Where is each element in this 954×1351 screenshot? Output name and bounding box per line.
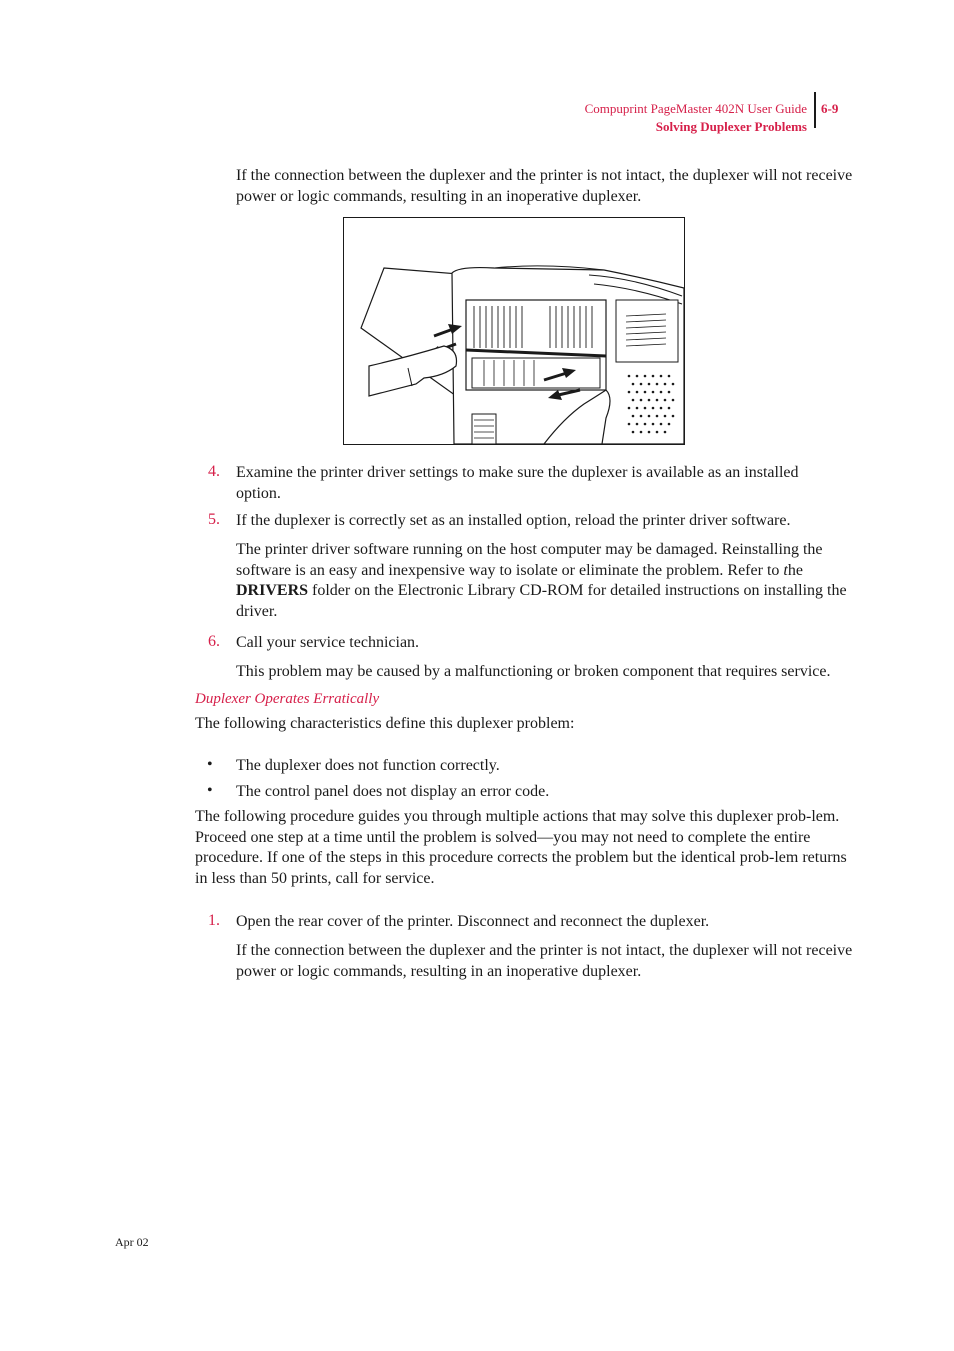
bullet-marker: • <box>207 782 213 799</box>
step-number: 6. <box>208 633 220 650</box>
step-text: Call your service technician. <box>236 634 420 651</box>
subsection-heading: Duplexer Operates Erratically <box>195 691 380 707</box>
step6-note: This problem may be caused by a malfunctioning or broken component that requires service. <box>236 663 831 680</box>
drivers-folder-name: DRIVERS <box>236 582 309 599</box>
note-text: The printer driver software running on the host computer may be damaged. Reinstalling the software is an easy and inexpensive way to isolate or eliminate the problem. Refer to <box>236 541 823 579</box>
procedure-paragraph: The following procedure guides you through multiple actions that may solve this duplexer prob-lem. Proceed one step at a time until the problem is solved—you may not need to complete the entire procedure. If one of the steps in this procedure corrects the problem but the identical prob-lem returns in less than 50 prints, call for service. <box>195 808 847 887</box>
step5-note <box>236 540 868 622</box>
intro-paragraph: If the connection between the duplexer and the printer is not intact, the duplexer will not receive power or logic commands, resulting in an inoperative duplexer. <box>236 167 853 205</box>
running-header <box>407 100 807 136</box>
step-number: 5. <box>208 511 220 528</box>
step-text: Open the rear cover of the printer. Disconnect and reconnect the duplexer. <box>236 913 710 930</box>
bullet-item: The control panel does not display an error code. <box>236 783 550 800</box>
header-rule <box>814 92 816 128</box>
printer-duplexer-illustration <box>344 218 684 444</box>
step-number: 4. <box>208 463 220 480</box>
step-number: 1. <box>208 912 220 929</box>
note-text: folder on the Electronic Library CD-ROM for detailed instructions on installing the driver. <box>236 582 847 620</box>
section-title: Solving Duplexer Problems <box>655 119 807 134</box>
bullet-marker: • <box>207 756 213 773</box>
subsection-lead: The following characteristics define this duplexer problem: <box>195 715 575 732</box>
step-text: Examine the printer driver settings to make sure the duplexer is available as an installed option. <box>236 464 799 502</box>
note-italic: t <box>783 561 788 579</box>
step-text: If the duplexer is correctly set as an installed option, reload the printer driver software. <box>236 512 791 529</box>
guide-title: Compuprint PageMaster 402N User Guide <box>584 101 807 116</box>
step1-note: If the connection between the duplexer and the printer is not intact, the duplexer will not receive power or logic commands, resulting in an inoperative duplexer. <box>236 942 853 980</box>
duplexer-figure <box>343 217 685 445</box>
page-number: 6-9 <box>821 101 839 116</box>
bullet-item: The duplexer does not function correctly. <box>236 757 500 774</box>
footer-date: Apr 02 <box>115 1235 149 1249</box>
note-text: he <box>787 561 803 579</box>
